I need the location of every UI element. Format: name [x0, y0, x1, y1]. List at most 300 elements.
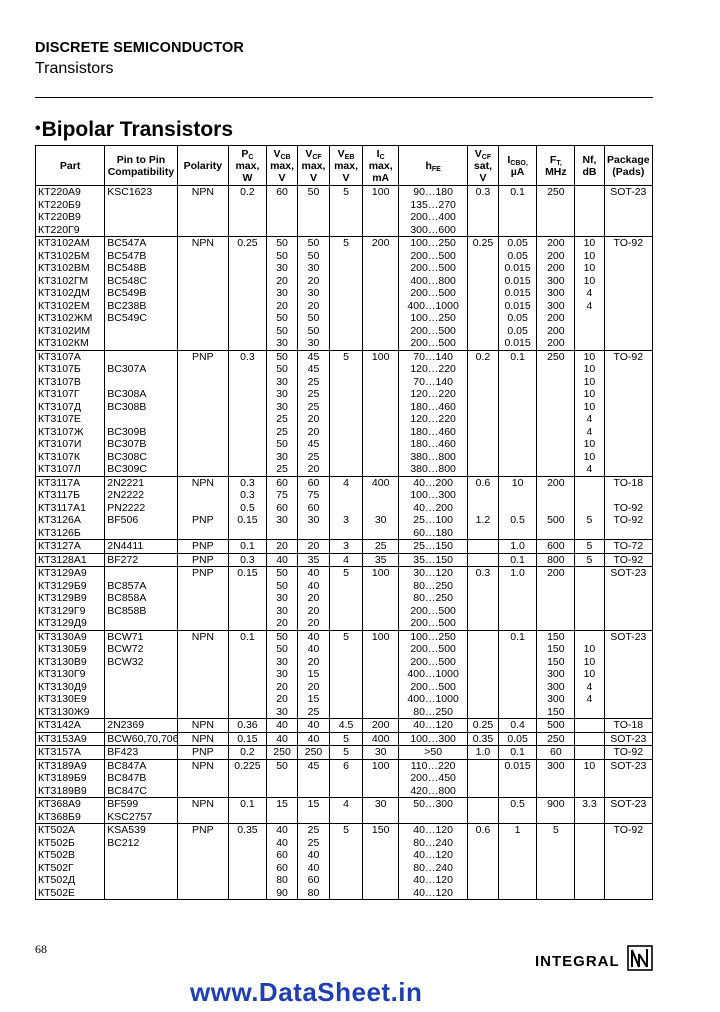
cell-vcb: 50	[266, 759, 297, 772]
cell-hfe: 40…120	[399, 824, 468, 837]
table-row	[36, 300, 653, 313]
cell-ic	[363, 224, 399, 237]
cell-hfe: 90…180	[399, 186, 468, 199]
col-icbo: $I_{CBO,}$ µA	[498, 146, 537, 186]
cell-hfe	[399, 811, 468, 824]
cell-vcf-sat	[468, 887, 498, 900]
cell-pc	[229, 275, 267, 288]
cell-part: КТ3127А	[36, 540, 105, 554]
cell-vcf-sat	[468, 798, 498, 811]
table-row	[36, 199, 653, 212]
table-row	[36, 605, 653, 618]
cell-part: КТ3102КМ	[36, 337, 105, 350]
cell-vcf: 20	[298, 426, 329, 439]
table-row	[36, 837, 653, 850]
integral-logo-text: INTEGRAL	[535, 953, 620, 970]
cell-package	[604, 413, 652, 426]
cell-vcb: 15	[266, 798, 297, 811]
cell-icbo	[498, 887, 537, 900]
cell-vcf: 15	[298, 693, 329, 706]
cell-polarity	[177, 325, 228, 338]
cell-pin-compat	[105, 668, 177, 681]
cell-pin-compat	[105, 350, 177, 363]
cell-nf: 10	[575, 237, 604, 250]
cell-ic	[363, 300, 399, 313]
cell-ft	[537, 811, 575, 824]
cell-ft	[537, 376, 575, 389]
cell-pc	[229, 287, 267, 300]
cell-package	[604, 363, 652, 376]
cell-ic	[363, 211, 399, 224]
cell-part: КТ3129Б9	[36, 580, 105, 593]
cell-pc	[229, 772, 267, 785]
cell-vcb: 50	[266, 630, 297, 643]
cell-vcb: 30	[266, 388, 297, 401]
cell-vcb	[266, 772, 297, 785]
cell-hfe: 200…450	[399, 772, 468, 785]
cell-pc	[229, 224, 267, 237]
cell-icbo	[498, 363, 537, 376]
cell-polarity	[177, 617, 228, 630]
cell-nf: 4	[575, 287, 604, 300]
cell-nf	[575, 325, 604, 338]
document-subtitle: Transistors	[35, 60, 114, 77]
cell-pin-compat: BF599	[105, 798, 177, 811]
cell-vcf: 35	[298, 553, 329, 567]
cell-nf	[575, 746, 604, 760]
cell-ic	[363, 262, 399, 275]
cell-ft	[537, 401, 575, 414]
cell-ic: 400	[363, 732, 399, 746]
cell-part: КТ220А9	[36, 186, 105, 199]
col-pc: $P_C$ max, W	[229, 146, 267, 186]
cell-nf: 3.3	[575, 798, 604, 811]
cell-package	[604, 199, 652, 212]
cell-part: КТ3157А	[36, 746, 105, 760]
cell-polarity: PNP	[177, 553, 228, 567]
section-bullet: •	[35, 120, 41, 137]
cell-nf: 4	[575, 681, 604, 694]
cell-icbo	[498, 656, 537, 669]
cell-package	[604, 489, 652, 502]
cell-veb: 5	[329, 237, 363, 250]
cell-vcf-sat	[468, 617, 498, 630]
cell-pin-compat: BC847A	[105, 759, 177, 772]
cell-ft	[537, 862, 575, 875]
cell-pin-compat: BC308A	[105, 388, 177, 401]
cell-icbo: 0.015	[498, 337, 537, 350]
cell-icbo: 0.015	[498, 262, 537, 275]
cell-part: КТ3189В9	[36, 785, 105, 798]
table-row	[36, 746, 653, 760]
cell-pin-compat: 2N2222	[105, 489, 177, 502]
cell-ic: 30	[363, 514, 399, 527]
cell-hfe: 100…300	[399, 732, 468, 746]
cell-pin-compat	[105, 413, 177, 426]
cell-ft: 300	[537, 287, 575, 300]
cell-ic	[363, 287, 399, 300]
cell-part: КТ3128А1	[36, 553, 105, 567]
cell-vcb: 30	[266, 376, 297, 389]
cell-veb	[329, 451, 363, 464]
cell-nf	[575, 862, 604, 875]
cell-ic	[363, 413, 399, 426]
cell-vcf: 40	[298, 580, 329, 593]
cell-polarity	[177, 438, 228, 451]
cell-icbo	[498, 681, 537, 694]
table-row	[36, 376, 653, 389]
cell-vcb	[266, 527, 297, 540]
cell-pin-compat: 2N2369	[105, 719, 177, 733]
cell-ft	[537, 849, 575, 862]
cell-package	[604, 785, 652, 798]
cell-pin-compat: BF506	[105, 514, 177, 527]
cell-nf: 4	[575, 413, 604, 426]
cell-part: КТ3117А1	[36, 502, 105, 515]
cell-veb	[329, 617, 363, 630]
cell-vcb: 30	[266, 262, 297, 275]
cell-nf	[575, 874, 604, 887]
table-row	[36, 706, 653, 719]
cell-vcf: 40	[298, 732, 329, 746]
cell-pc	[229, 388, 267, 401]
cell-part: КТ502Б	[36, 837, 105, 850]
cell-veb	[329, 785, 363, 798]
cell-ic	[363, 312, 399, 325]
cell-polarity: NPN	[177, 719, 228, 733]
cell-package	[604, 874, 652, 887]
cell-ft	[537, 463, 575, 476]
cell-polarity: PNP	[177, 567, 228, 580]
cell-ic	[363, 337, 399, 350]
cell-vcb: 30	[266, 451, 297, 464]
cell-veb	[329, 811, 363, 824]
cell-hfe: 400…1000	[399, 300, 468, 313]
cell-veb	[329, 874, 363, 887]
cell-ic	[363, 772, 399, 785]
cell-part: КТ3107Ж	[36, 426, 105, 439]
cell-ic	[363, 605, 399, 618]
cell-pin-compat: KSC2757	[105, 811, 177, 824]
cell-veb	[329, 849, 363, 862]
cell-pin-compat: BC858B	[105, 605, 177, 618]
cell-vcb: 60	[266, 186, 297, 199]
cell-vcf: 40	[298, 630, 329, 643]
cell-veb: 5	[329, 567, 363, 580]
cell-vcf-sat	[468, 224, 498, 237]
cell-nf: 10	[575, 262, 604, 275]
cell-vcf: 45	[298, 350, 329, 363]
cell-nf	[575, 837, 604, 850]
cell-pin-compat: KSA539	[105, 824, 177, 837]
cell-pin-compat: BC857A	[105, 580, 177, 593]
cell-pin-compat	[105, 693, 177, 706]
cell-veb: 5	[329, 630, 363, 643]
cell-hfe: 40…120	[399, 887, 468, 900]
cell-icbo: 0.05	[498, 732, 537, 746]
cell-pin-compat	[105, 199, 177, 212]
cell-vcf-sat	[468, 874, 498, 887]
cell-ft: 150	[537, 656, 575, 669]
cell-veb	[329, 772, 363, 785]
cell-vcf-sat	[468, 785, 498, 798]
cell-polarity: NPN	[177, 237, 228, 250]
cell-vcf: 60	[298, 476, 329, 489]
cell-icbo: 0.1	[498, 186, 537, 199]
cell-nf	[575, 772, 604, 785]
cell-ic: 100	[363, 567, 399, 580]
cell-ft	[537, 837, 575, 850]
cell-pin-compat	[105, 337, 177, 350]
cell-vcf: 20	[298, 592, 329, 605]
table-row	[36, 250, 653, 263]
cell-ft: 300	[537, 693, 575, 706]
cell-polarity	[177, 772, 228, 785]
cell-package	[604, 656, 652, 669]
cell-vcf-sat: 0.6	[468, 476, 498, 489]
cell-ic	[363, 451, 399, 464]
cell-icbo	[498, 837, 537, 850]
cell-ic: 100	[363, 759, 399, 772]
table-row	[36, 759, 653, 772]
cell-part: КТ3189А9	[36, 759, 105, 772]
cell-hfe: 60…180	[399, 527, 468, 540]
table-row	[36, 401, 653, 414]
cell-ft: 200	[537, 262, 575, 275]
cell-nf	[575, 211, 604, 224]
cell-polarity	[177, 337, 228, 350]
cell-vcb: 20	[266, 681, 297, 694]
cell-nf: 10	[575, 376, 604, 389]
cell-hfe: 200…500	[399, 337, 468, 350]
table-row	[36, 476, 653, 489]
cell-vcf-sat	[468, 527, 498, 540]
cell-ic	[363, 849, 399, 862]
cell-hfe: 200…500	[399, 287, 468, 300]
cell-icbo	[498, 874, 537, 887]
table-row	[36, 186, 653, 199]
cell-part: КТ3102ИМ	[36, 325, 105, 338]
cell-pin-compat: BC549C	[105, 312, 177, 325]
cell-package: SOT-23	[604, 186, 652, 199]
cell-pc	[229, 199, 267, 212]
cell-pin-compat: BC308C	[105, 451, 177, 464]
table-row	[36, 350, 653, 363]
cell-nf: 5	[575, 514, 604, 527]
table-row	[36, 643, 653, 656]
cell-icbo	[498, 502, 537, 515]
cell-package	[604, 706, 652, 719]
cell-polarity: NPN	[177, 630, 228, 643]
cell-polarity	[177, 862, 228, 875]
cell-package: SOT-23	[604, 759, 652, 772]
cell-vcf: 50	[298, 325, 329, 338]
cell-package	[604, 527, 652, 540]
col-pin-compat: Pin to Pin Compatibility	[105, 146, 177, 186]
cell-vcf	[298, 224, 329, 237]
cell-veb: 5	[329, 746, 363, 760]
cell-icbo: 1.0	[498, 540, 537, 554]
cell-pc: 0.35	[229, 824, 267, 837]
cell-polarity	[177, 489, 228, 502]
cell-part: КТ3130А9	[36, 630, 105, 643]
cell-nf: 10	[575, 401, 604, 414]
cell-hfe: 80…240	[399, 837, 468, 850]
cell-pin-compat	[105, 681, 177, 694]
cell-package	[604, 300, 652, 313]
cell-hfe: 35…150	[399, 553, 468, 567]
cell-hfe: 200…500	[399, 617, 468, 630]
cell-package	[604, 224, 652, 237]
cell-ic: 30	[363, 746, 399, 760]
cell-vcf: 25	[298, 376, 329, 389]
cell-hfe: 120…220	[399, 388, 468, 401]
cell-package	[604, 862, 652, 875]
cell-nf: 10	[575, 363, 604, 376]
cell-icbo: 0.05	[498, 312, 537, 325]
cell-vcf-sat	[468, 451, 498, 464]
cell-ic: 150	[363, 824, 399, 837]
cell-nf	[575, 887, 604, 900]
cell-pin-compat	[105, 325, 177, 338]
cell-veb	[329, 438, 363, 451]
cell-icbo: 10	[498, 476, 537, 489]
cell-ft: 600	[537, 540, 575, 554]
cell-polarity: PNP	[177, 540, 228, 554]
table-body	[36, 186, 653, 900]
cell-package	[604, 211, 652, 224]
cell-vcf: 25	[298, 401, 329, 414]
cell-icbo	[498, 224, 537, 237]
cell-icbo	[498, 706, 537, 719]
cell-part: КТ3107Е	[36, 413, 105, 426]
cell-vcb: 50	[266, 350, 297, 363]
cell-part: КТ3102БМ	[36, 250, 105, 263]
cell-veb	[329, 592, 363, 605]
cell-ft	[537, 617, 575, 630]
cell-hfe: 110…220	[399, 759, 468, 772]
cell-pin-compat: BC547B	[105, 250, 177, 263]
col-hfe: $h_{FE}$	[399, 146, 468, 186]
cell-part: КТ3107А	[36, 350, 105, 363]
cell-ic	[363, 693, 399, 706]
cell-package: SOT-23	[604, 630, 652, 643]
cell-vcf-sat	[468, 211, 498, 224]
cell-nf	[575, 719, 604, 733]
cell-part: КТ3130Б9	[36, 643, 105, 656]
cell-nf	[575, 337, 604, 350]
cell-vcf: 80	[298, 887, 329, 900]
cell-nf	[575, 617, 604, 630]
table-row	[36, 668, 653, 681]
cell-vcb: 30	[266, 514, 297, 527]
cell-pc	[229, 463, 267, 476]
cell-pin-compat: BCW32	[105, 656, 177, 669]
cell-vcf-sat	[468, 325, 498, 338]
cell-polarity	[177, 413, 228, 426]
cell-vcf-sat	[468, 580, 498, 593]
table-row	[36, 824, 653, 837]
cell-icbo: 0.015	[498, 759, 537, 772]
cell-pc	[229, 706, 267, 719]
cell-nf	[575, 199, 604, 212]
cell-pc: 0.225	[229, 759, 267, 772]
cell-pin-compat: BCW71	[105, 630, 177, 643]
cell-hfe: 50…300	[399, 798, 468, 811]
cell-pin-compat: BC547A	[105, 237, 177, 250]
cell-polarity	[177, 681, 228, 694]
cell-nf: 10	[575, 275, 604, 288]
cell-pc	[229, 681, 267, 694]
cell-vcf: 45	[298, 363, 329, 376]
cell-ft	[537, 502, 575, 515]
table-row	[36, 592, 653, 605]
cell-polarity	[177, 388, 228, 401]
table-row	[36, 489, 653, 502]
cell-ic: 30	[363, 798, 399, 811]
cell-vcb: 50	[266, 438, 297, 451]
cell-ft: 200	[537, 337, 575, 350]
cell-pc	[229, 363, 267, 376]
cell-polarity	[177, 451, 228, 464]
cell-pc	[229, 874, 267, 887]
cell-veb	[329, 376, 363, 389]
cell-polarity	[177, 693, 228, 706]
cell-vcb: 60	[266, 849, 297, 862]
cell-nf: 4	[575, 300, 604, 313]
cell-nf	[575, 580, 604, 593]
cell-nf: 10	[575, 451, 604, 464]
cell-pin-compat	[105, 376, 177, 389]
table-row	[36, 811, 653, 824]
cell-hfe: 80…250	[399, 706, 468, 719]
cell-pin-compat: KSC1623	[105, 186, 177, 199]
cell-pc	[229, 325, 267, 338]
cell-icbo	[498, 811, 537, 824]
cell-pin-compat: BC307B	[105, 438, 177, 451]
cell-part: КТ3130Г9	[36, 668, 105, 681]
cell-vcf-sat	[468, 426, 498, 439]
table-row	[36, 502, 653, 515]
cell-pc: 0.1	[229, 798, 267, 811]
cell-hfe: 80…250	[399, 580, 468, 593]
col-vcb: $V_{CB}$ max, V	[266, 146, 297, 186]
cell-package: TO-92	[604, 502, 652, 515]
cell-vcf-sat	[468, 837, 498, 850]
cell-package	[604, 811, 652, 824]
cell-vcf	[298, 785, 329, 798]
cell-vcf-sat	[468, 668, 498, 681]
table-row	[36, 224, 653, 237]
cell-hfe: 100…300	[399, 489, 468, 502]
cell-vcf	[298, 527, 329, 540]
table-row	[36, 426, 653, 439]
cell-pc	[229, 438, 267, 451]
cell-vcf: 20	[298, 413, 329, 426]
cell-polarity: NPN	[177, 798, 228, 811]
cell-pin-compat: BC238B	[105, 300, 177, 313]
cell-vcb	[266, 785, 297, 798]
cell-part: КТ368А9	[36, 798, 105, 811]
cell-polarity	[177, 785, 228, 798]
cell-vcb: 60	[266, 862, 297, 875]
cell-veb	[329, 250, 363, 263]
cell-ic	[363, 837, 399, 850]
cell-package: SOT-23	[604, 567, 652, 580]
cell-vcf-sat	[468, 489, 498, 502]
cell-hfe: 200…400	[399, 211, 468, 224]
cell-ic	[363, 438, 399, 451]
